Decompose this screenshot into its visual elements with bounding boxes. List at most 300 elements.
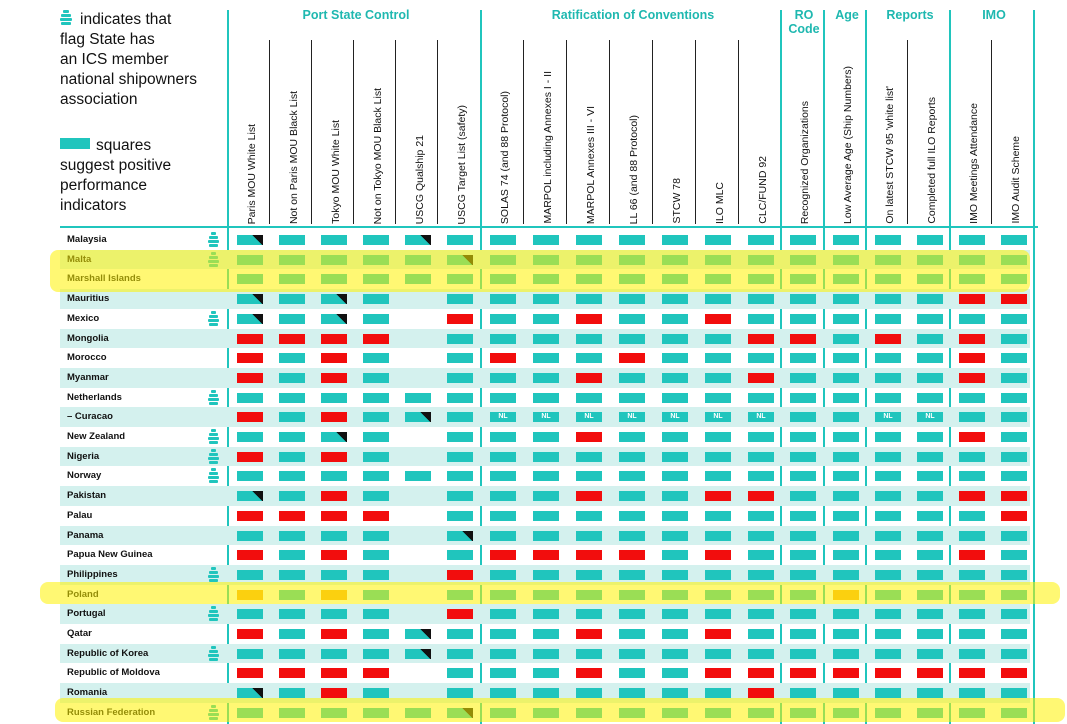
indicator-cell (447, 629, 473, 639)
indicator-cell (447, 491, 473, 501)
indicator-cell (748, 235, 774, 245)
indicator-cell (875, 668, 901, 678)
indicator-cell (662, 452, 688, 462)
indicator-cell (875, 393, 901, 403)
indicator-cell (447, 570, 473, 580)
indicator-cell (533, 334, 559, 344)
indicator-cell (705, 491, 731, 501)
indicator-cell (1001, 688, 1027, 698)
shipowners-association-icon (208, 232, 219, 247)
indicator-cell (576, 334, 602, 344)
shipowners-association-icon (208, 567, 219, 582)
indicator-cell (363, 688, 389, 698)
column-header-2: Tokyo MOU White List (330, 120, 342, 224)
indicator-cell (321, 373, 347, 383)
country-name: Republic of Korea (67, 647, 149, 659)
indicator-cell (662, 668, 688, 678)
indicator-cell (748, 629, 774, 639)
indicator-cell (619, 668, 645, 678)
indicator-cell (576, 491, 602, 501)
indicator-cell (619, 393, 645, 403)
indicator-cell (237, 688, 263, 698)
indicator-cell (790, 412, 816, 422)
indicator-cell (833, 629, 859, 639)
indicator-cell (917, 334, 943, 344)
table-row (60, 486, 1030, 506)
country-name: New Zealand (67, 431, 126, 442)
indicator-cell: NL (576, 412, 602, 422)
indicator-cell (576, 294, 602, 304)
indicator-cell (959, 491, 985, 501)
indicator-cell (619, 570, 645, 580)
indicator-cell (533, 649, 559, 659)
indicator-cell (662, 629, 688, 639)
indicator-cell: NL (533, 412, 559, 422)
column-divider-11 (695, 40, 696, 224)
indicator-cell (748, 314, 774, 324)
indicator-cell (833, 432, 859, 442)
indicator-cell (533, 550, 559, 560)
indicator-cell (321, 334, 347, 344)
indicator-cell (748, 491, 774, 501)
indicator-cell (447, 688, 473, 698)
shipowners-association-icon (208, 311, 219, 326)
indicator-cell (790, 649, 816, 659)
column-header-6: SOLAS 74 (and 88 Protocol) (499, 90, 511, 224)
indicator-cell (748, 668, 774, 678)
shipowners-association-icon (208, 390, 219, 405)
indicator-cell (917, 294, 943, 304)
indicator-cell (279, 491, 305, 501)
indicator-cell (833, 570, 859, 580)
legend-ship-text-5: association (60, 91, 138, 108)
indicator-cell (237, 491, 263, 501)
column-header-3: Not on Tokyo MOU Black List (372, 87, 384, 224)
indicator-cell (447, 334, 473, 344)
indicator-cell (1001, 570, 1027, 580)
indicator-cell (363, 550, 389, 560)
indicator-cell (619, 353, 645, 363)
country-name: Pakistan (67, 490, 107, 502)
indicator-cell (917, 235, 943, 245)
indicator-cell (917, 531, 943, 541)
indicator-cell (917, 393, 943, 403)
column-divider-2 (311, 40, 312, 224)
indicator-cell (1001, 353, 1027, 363)
country-name: Morocco (67, 352, 107, 364)
indicator-cell (321, 235, 347, 245)
indicator-cell (237, 550, 263, 560)
indicator-cell (363, 511, 389, 521)
indicator-cell (279, 452, 305, 462)
indicator-cell (533, 373, 559, 383)
indicator-cell (619, 373, 645, 383)
column-divider-12 (738, 40, 739, 224)
indicator-cell (959, 688, 985, 698)
indicator-cell (619, 314, 645, 324)
table-row (60, 407, 1030, 427)
indicator-cell (321, 412, 347, 422)
indicator-cell (405, 629, 431, 639)
indicator-cell (1001, 235, 1027, 245)
indicator-cell (490, 550, 516, 560)
indicator-cell (790, 353, 816, 363)
indicator-cell (875, 609, 901, 619)
indicator-cell (875, 471, 901, 481)
indicator-cell (533, 353, 559, 363)
indicator-cell (533, 393, 559, 403)
indicator-cell (790, 511, 816, 521)
indicator-cell (875, 432, 901, 442)
indicator-cell (533, 688, 559, 698)
indicator-cell (662, 294, 688, 304)
indicator-cell (237, 393, 263, 403)
indicator-cell (662, 511, 688, 521)
indicator-cell (917, 570, 943, 580)
indicator-cell (321, 550, 347, 560)
indicator-cell (705, 609, 731, 619)
indicator-cell (363, 668, 389, 678)
header-divider (60, 226, 1038, 228)
indicator-cell (917, 491, 943, 501)
shipowners-association-icon (208, 429, 219, 444)
indicator-cell (619, 452, 645, 462)
indicator-cell (576, 550, 602, 560)
column-header-1: Not on Paris MOU Black List (288, 90, 300, 224)
indicator-cell (490, 235, 516, 245)
indicator-cell (447, 294, 473, 304)
table-row (60, 388, 1030, 408)
indicator-cell (790, 629, 816, 639)
indicator-cell (447, 412, 473, 422)
indicator-cell (619, 511, 645, 521)
indicator-cell (1001, 511, 1027, 521)
indicator-cell (321, 393, 347, 403)
indicator-cell (748, 353, 774, 363)
indicator-cell (833, 688, 859, 698)
indicator-cell (833, 412, 859, 422)
indicator-cell (705, 688, 731, 698)
indicator-cell (959, 609, 985, 619)
indicator-cell (959, 452, 985, 462)
indicator-cell (917, 609, 943, 619)
indicator-cell (662, 314, 688, 324)
indicator-cell: NL (917, 412, 943, 422)
indicator-cell (533, 235, 559, 245)
indicator-cell (619, 688, 645, 698)
indicator-cell (533, 432, 559, 442)
indicator-cell (533, 609, 559, 619)
indicator-cell (490, 688, 516, 698)
highlight-mark-1 (40, 582, 1060, 604)
indicator-cell (619, 471, 645, 481)
indicator-cell (705, 432, 731, 442)
indicator-cell (662, 334, 688, 344)
indicator-cell (705, 393, 731, 403)
indicator-cell (790, 334, 816, 344)
indicator-cell (447, 550, 473, 560)
indicator-cell (237, 452, 263, 462)
indicator-cell (363, 531, 389, 541)
indicator-cell (279, 511, 305, 521)
indicator-cell (833, 609, 859, 619)
indicator-cell (279, 334, 305, 344)
column-divider-7 (523, 40, 524, 224)
column-header-0: Paris MOU White List (246, 123, 258, 224)
indicator-cell (533, 452, 559, 462)
indicator-cell (1001, 432, 1027, 442)
indicator-cell (447, 432, 473, 442)
indicator-cell (959, 412, 985, 422)
indicator-cell (790, 609, 816, 619)
indicator-cell (705, 511, 731, 521)
indicator-cell (490, 649, 516, 659)
indicator-cell (917, 314, 943, 324)
indicator-cell (533, 668, 559, 678)
indicator-cell (533, 314, 559, 324)
indicator-cell (363, 235, 389, 245)
indicator-cell (363, 353, 389, 363)
indicator-cell (833, 668, 859, 678)
indicator-cell (321, 353, 347, 363)
indicator-cell (1001, 471, 1027, 481)
indicator-cell (917, 432, 943, 442)
column-divider-10 (652, 40, 653, 224)
indicator-cell (917, 452, 943, 462)
table-row (60, 604, 1030, 624)
country-name: Palau (67, 509, 93, 521)
legend-ship-text-1: indicates that (80, 11, 172, 28)
indicator-cell (1001, 393, 1027, 403)
indicator-cell (321, 452, 347, 462)
indicator-cell (279, 629, 305, 639)
column-header-18: IMO Audit Scheme (1010, 136, 1022, 224)
indicator-cell (447, 235, 473, 245)
indicator-cell (490, 531, 516, 541)
indicator-cell (237, 570, 263, 580)
shipowners-association-icon (208, 449, 219, 464)
indicator-cell (705, 550, 731, 560)
country-name: Qatar (67, 628, 92, 639)
indicator-cell (447, 373, 473, 383)
indicator-cell (576, 609, 602, 619)
indicator-cell (875, 531, 901, 541)
shipowners-association-icon (208, 646, 219, 661)
indicator-cell (490, 609, 516, 619)
table-row (60, 663, 1030, 683)
group-header-4: Reports (886, 8, 934, 22)
indicator-cell (363, 294, 389, 304)
indicator-cell (363, 649, 389, 659)
column-divider-18 (991, 40, 992, 224)
indicator-cell (576, 471, 602, 481)
indicator-cell (917, 471, 943, 481)
indicator-cell (619, 550, 645, 560)
indicator-cell (576, 511, 602, 521)
indicator-cell (790, 570, 816, 580)
column-header-4: USCG Qualship 21 (414, 134, 426, 224)
indicator-cell (237, 235, 263, 245)
country-name: Myanmar (67, 371, 109, 383)
indicator-cell (833, 452, 859, 462)
indicator-cell (959, 235, 985, 245)
indicator-cell (748, 432, 774, 442)
indicator-cell (405, 412, 431, 422)
indicator-cell (490, 629, 516, 639)
table-row (60, 447, 1030, 467)
indicator-cell (279, 393, 305, 403)
indicator-cell (748, 452, 774, 462)
indicator-cell (363, 432, 389, 442)
indicator-cell (576, 570, 602, 580)
legend-ship-text-3: an ICS member (60, 51, 169, 68)
indicator-cell (237, 373, 263, 383)
indicator-cell (237, 334, 263, 344)
indicator-cell (237, 668, 263, 678)
indicator-cell (619, 491, 645, 501)
indicator-cell (875, 570, 901, 580)
indicator-cell (662, 550, 688, 560)
column-header-13: Recognized Organizations (799, 100, 811, 224)
indicator-cell (279, 649, 305, 659)
indicator-cell (237, 432, 263, 442)
indicator-cell (1001, 531, 1027, 541)
highlight-mark-0 (50, 250, 1030, 292)
indicator-cell (363, 393, 389, 403)
indicator-cell (237, 629, 263, 639)
indicator-cell (875, 629, 901, 639)
column-header-8: MARPOL Annexes III - VI (585, 105, 597, 224)
indicator-cell (917, 550, 943, 560)
indicator-cell (662, 688, 688, 698)
indicator-cell (748, 550, 774, 560)
indicator-cell (405, 471, 431, 481)
indicator-cell (662, 491, 688, 501)
indicator-cell (748, 393, 774, 403)
table-row (60, 348, 1030, 368)
column-header-12: CLC/FUND 92 (757, 156, 769, 224)
indicator-cell (1001, 629, 1027, 639)
indicator-cell (959, 531, 985, 541)
indicator-cell (875, 550, 901, 560)
legend-square-text-2: suggest positive (60, 157, 172, 174)
indicator-cell (405, 393, 431, 403)
indicator-cell (833, 550, 859, 560)
table-row (60, 526, 1030, 546)
indicator-cell (363, 373, 389, 383)
indicator-cell (959, 373, 985, 383)
table-row (60, 506, 1030, 526)
indicator-cell (576, 688, 602, 698)
indicator-cell (576, 668, 602, 678)
indicator-cell (447, 353, 473, 363)
indicator-cell (490, 511, 516, 521)
indicator-cell (447, 314, 473, 324)
indicator-cell (279, 570, 305, 580)
indicator-cell (576, 649, 602, 659)
table-row (60, 466, 1030, 486)
indicator-cell (321, 629, 347, 639)
indicator-cell (321, 570, 347, 580)
indicator-cell (959, 668, 985, 678)
table-row (60, 624, 1030, 644)
indicator-cell (533, 629, 559, 639)
indicator-cell (533, 471, 559, 481)
indicator-cell (959, 393, 985, 403)
indicator-cell (619, 432, 645, 442)
column-header-15: On latest STCW 95 'white list' (884, 86, 896, 224)
country-name: Panama (67, 529, 104, 541)
indicator-cell (533, 491, 559, 501)
indicator-cell (490, 452, 516, 462)
indicator-cell (237, 531, 263, 541)
indicator-cell (790, 550, 816, 560)
indicator-cell: NL (662, 412, 688, 422)
country-name: Portugal (67, 608, 106, 620)
indicator-cell (533, 570, 559, 580)
indicator-cell (875, 688, 901, 698)
column-header-11: ILO MLC (714, 181, 726, 224)
indicator-cell (321, 294, 347, 304)
indicator-cell (790, 235, 816, 245)
indicator-cell (662, 432, 688, 442)
indicator-cell (662, 373, 688, 383)
indicator-cell (959, 432, 985, 442)
indicator-cell (705, 353, 731, 363)
indicator-cell (833, 373, 859, 383)
indicator-cell (833, 353, 859, 363)
indicator-cell (576, 629, 602, 639)
indicator-cell (576, 353, 602, 363)
table-row (60, 545, 1030, 565)
indicator-cell (619, 609, 645, 619)
indicator-cell (833, 511, 859, 521)
column-header-17: IMO Meetings Attendance (968, 103, 980, 224)
table-row (60, 289, 1030, 309)
indicator-cell (833, 294, 859, 304)
group-header-0: Port State Control (302, 8, 410, 22)
indicator-cell (959, 570, 985, 580)
indicator-cell (447, 452, 473, 462)
country-name: Nigeria (67, 450, 100, 462)
indicator-cell (576, 235, 602, 245)
indicator-cell (959, 334, 985, 344)
indicator-cell (321, 491, 347, 501)
indicator-cell (705, 235, 731, 245)
indicator-cell (321, 314, 347, 324)
indicator-cell: NL (490, 412, 516, 422)
indicator-cell (833, 393, 859, 403)
indicator-cell (790, 668, 816, 678)
indicator-cell (748, 688, 774, 698)
column-header-9: LL 66 (and 88 Protocol) (628, 114, 640, 224)
country-name: Netherlands (67, 391, 122, 403)
indicator-cell (1001, 412, 1027, 422)
column-divider-8 (566, 40, 567, 224)
indicator-cell (917, 373, 943, 383)
indicator-cell (576, 531, 602, 541)
indicator-cell (279, 314, 305, 324)
indicator-cell (279, 432, 305, 442)
country-name: Papua New Guinea (67, 549, 153, 561)
indicator-cell (279, 531, 305, 541)
indicator-cell (875, 511, 901, 521)
indicator-cell (405, 649, 431, 659)
indicator-cell (490, 353, 516, 363)
indicator-cell (917, 649, 943, 659)
country-name: Mauritius (67, 293, 110, 305)
indicator-cell (959, 353, 985, 363)
